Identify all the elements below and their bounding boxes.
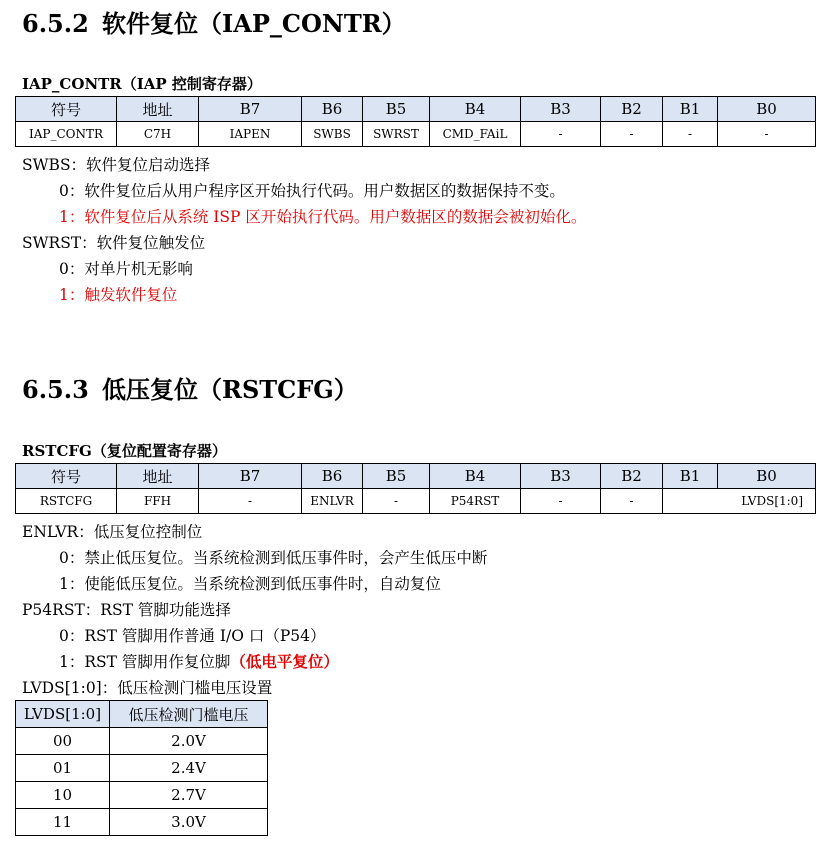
header-cell: B4 <box>430 464 521 489</box>
section-heading-652 <box>22 4 406 39</box>
swbs-option-0: 0：软件复位后从用户程序区开始执行代码。用户数据区的数据保持不变。 <box>59 182 565 200</box>
register-caption: IAP_CONTR（IAP 控制寄存器） <box>22 75 262 93</box>
swbs-option-1: 1：软件复位后从系统 ISP 区开始执行代码。用户数据区的数据会被初始化。 <box>59 208 587 226</box>
value-cell: C7H <box>117 122 199 147</box>
header-cell: B6 <box>302 464 363 489</box>
section-number: 6.5.3 <box>22 375 89 404</box>
table-row <box>16 755 268 782</box>
p54rst-label: P54RST：RST 管脚功能选择 <box>22 601 231 619</box>
swrst-option-0: 0：对单片机无影响 <box>59 260 193 278</box>
section-title: 低压复位（RSTCFG） <box>102 375 358 404</box>
table-row <box>16 782 268 809</box>
lvds-code-cell: 00 <box>16 728 110 755</box>
header-cell: B1 <box>663 97 718 122</box>
swbs-label: SWBS：软件复位启动选择 <box>22 156 211 174</box>
enlvr-option-1: 1：使能低压复位。当系统检测到低压事件时，自动复位 <box>59 575 441 593</box>
value-cell: IAPEN <box>199 122 302 147</box>
value-cell: - <box>199 489 302 514</box>
p54rst-option-1-text: 1：RST 管脚用作复位脚 <box>59 653 231 671</box>
header-cell: B5 <box>363 464 430 489</box>
lvds-code-cell: 10 <box>16 782 110 809</box>
header-cell: 低压检测门槛电压 <box>110 701 268 728</box>
value-cell: SWBS <box>302 122 363 147</box>
header-cell: B5 <box>363 97 430 122</box>
enlvr-option-0: 0：禁止低压复位。当系统检测到低压事件时，会产生低压中断 <box>59 549 488 567</box>
voltage-cell: 3.0V <box>110 809 268 836</box>
header-cell: B3 <box>521 464 601 489</box>
header-cell: 符号 <box>16 464 117 489</box>
header-cell: B2 <box>601 97 663 122</box>
voltage-cell: 2.7V <box>110 782 268 809</box>
header-cell: B7 <box>199 464 302 489</box>
value-cell: - <box>601 489 663 514</box>
value-cell: - <box>521 122 601 147</box>
enlvr-label: ENLVR：低压复位控制位 <box>22 523 203 541</box>
header-cell: B1 <box>663 464 718 489</box>
swrst-option-1: 1：触发软件复位 <box>59 286 178 304</box>
value-cell: - <box>718 122 816 147</box>
p54rst-option-1-note: （低电平复位） <box>230 652 339 671</box>
header-cell: LVDS[1:0] <box>16 701 110 728</box>
table-row <box>16 809 268 836</box>
header-cell: 地址 <box>117 97 199 122</box>
lvds-label: LVDS[1:0]：低压检测门槛电压设置 <box>22 679 273 697</box>
value-cell: ENLVR <box>302 489 363 514</box>
header-cell: B6 <box>302 97 363 122</box>
table-header-row <box>16 97 816 122</box>
value-cell: FFH <box>117 489 199 514</box>
value-cell: - <box>601 122 663 147</box>
table-header-row <box>16 464 816 489</box>
value-cell: - <box>521 489 601 514</box>
section-title: 软件复位（IAP_CONTR） <box>102 9 406 38</box>
value-cell: IAP_CONTR <box>16 122 117 147</box>
value-cell: SWRST <box>363 122 430 147</box>
value-cell: - <box>663 122 718 147</box>
header-cell: B4 <box>430 97 521 122</box>
lvds-threshold-table <box>15 700 268 836</box>
lvds-code-cell: 11 <box>16 809 110 836</box>
header-cell: B2 <box>601 464 663 489</box>
voltage-cell: 2.0V <box>110 728 268 755</box>
p54rst-option-0: 0：RST 管脚用作普通 I/O 口（P54） <box>59 627 326 645</box>
swrst-label: SWRST：软件复位触发位 <box>22 234 206 252</box>
value-cell: CMD_FAiL <box>430 122 521 147</box>
value-cell: - <box>363 489 430 514</box>
rstcfg-register-table <box>15 463 816 514</box>
header-cell: B3 <box>521 97 601 122</box>
header-cell: 符号 <box>16 97 117 122</box>
table-value-row <box>16 489 816 514</box>
value-cell-lvds: LVDS[1:0] <box>663 489 816 514</box>
voltage-cell: 2.4V <box>110 755 268 782</box>
register-caption: RSTCFG（复位配置寄存器） <box>22 442 227 460</box>
value-cell: RSTCFG <box>16 489 117 514</box>
table-value-row <box>16 122 816 147</box>
table-row <box>16 728 268 755</box>
header-cell: B7 <box>199 97 302 122</box>
table-header-row <box>16 701 268 728</box>
section-number: 6.5.2 <box>22 9 89 38</box>
section-heading-653 <box>22 370 358 405</box>
header-cell: 地址 <box>117 464 199 489</box>
p54rst-option-1 <box>59 650 339 672</box>
lvds-code-cell: 01 <box>16 755 110 782</box>
header-cell: B0 <box>718 464 816 489</box>
header-cell: B0 <box>718 97 816 122</box>
value-cell: P54RST <box>430 489 521 514</box>
iap-contr-register-table <box>15 96 816 147</box>
